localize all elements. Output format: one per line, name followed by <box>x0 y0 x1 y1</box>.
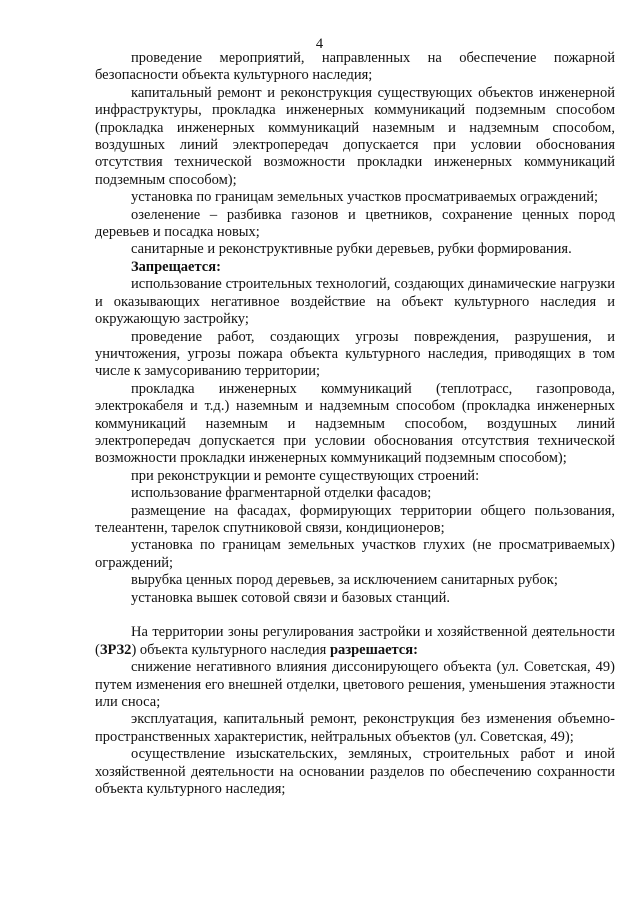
zone-intro-text-middle: ) объекта культурного наследия <box>131 641 330 658</box>
paragraph-dynamic-loads: использование строительных технологий, создающих динамические нагрузки и оказывающих негативное воздействие на объект культурного наследия и окружающую застройку; <box>95 276 615 328</box>
paragraph-zone-intro <box>95 624 615 659</box>
paragraph-solid-fences: установка по границам земельных участков глухих (не просматриваемых) ограждений; <box>95 537 615 571</box>
allowed-heading: разрешается: <box>329 641 418 658</box>
prohibited-heading: Запрещается: <box>131 258 221 275</box>
zone-code: ЗРЗ2 <box>99 641 132 658</box>
paragraph-survey-works: осуществление изыскательских, земляных, строительных работ и иной хозяйственной деятельности на основании разделов по обеспечению сохранности объекта культурного наследия; <box>95 746 615 798</box>
paragraph-damage-threats: проведение работ, создающих угрозы повреждения, разрушения, и уничтожения, угрозы пожара объекта культурного наследия, приводящих в том числе к замусориванию территории; <box>95 328 615 380</box>
page-number: 4 <box>315 36 324 52</box>
prohibited-heading-line <box>95 259 615 276</box>
paragraph-reconstruction: при реконструкции и ремонте существующих строений: <box>131 467 480 484</box>
zone-intro-text: На территории зоны регулирования застройки и хозяйственной деятельности ( <box>95 624 615 658</box>
paragraph-maintenance: эксплуатация, капитальный ремонт, реконструкция без изменения объемно-пространственных характеристик, нейтральных объектов (ул. Советская, 49); <box>95 711 615 745</box>
paragraph-gap <box>95 607 615 624</box>
paragraph-dissonant-object: снижение негативного влияния диссонирующего объекта (ул. Советская, 49) путем изменения его внешней отделки, цветового решения, уменьшения этажности или сноса; <box>95 659 615 711</box>
paragraph-overground-utilities: прокладка инженерных коммуникаций (теплотрасс, газопровода, электрокабеля и т.д.) наземным и надземным способом (прокладка инженерных коммуникаций наземным и надземным способом, воздушных линий электропередач допускается при условии обоснования отсутствия технической возможности прокладки инженерных коммуникаций подземным способом); <box>95 380 615 467</box>
paragraph-tree-felling: вырубка ценных пород деревьев, за исключением санитарных рубок; <box>131 572 558 589</box>
document-body <box>95 50 615 798</box>
paragraph-facade-finish: использование фрагментарной отделки фасадов; <box>131 485 432 502</box>
paragraph-fire-safety: проведение мероприятий, направленных на обеспечение пожарной безопасности объекта культурного наследия; <box>95 50 615 84</box>
paragraph-facade-equipment: размещение на фасадах, формирующих территории общего пользования, телеантенн, тарелок спутниковой связи, кондиционеров; <box>95 502 615 536</box>
paragraph-tree-cutting: санитарные и реконструктивные рубки деревьев, рубки формирования. <box>131 241 572 258</box>
paragraph-cell-towers: установка вышек сотовой связи и базовых станций. <box>131 589 450 606</box>
paragraph-landscaping: озеленение – разбивка газонов и цветников, сохранение ценных пород деревьев и посадка новых; <box>95 206 615 241</box>
paragraph-fences: установка по границам земельных участков просматриваемых ограждений; <box>131 189 599 206</box>
paragraph-infrastructure: капитальный ремонт и реконструкция существующих объектов инженерной инфраструктуры, прокладка инженерных коммуникаций подземным способом (прокладка инженерных коммуникаций наземным и надземным способом, воздушных линий электропередач допускается при условии обоснования отсутствия технической возможности прокладки инженерных коммуникаций подземным способом); <box>95 84 615 188</box>
